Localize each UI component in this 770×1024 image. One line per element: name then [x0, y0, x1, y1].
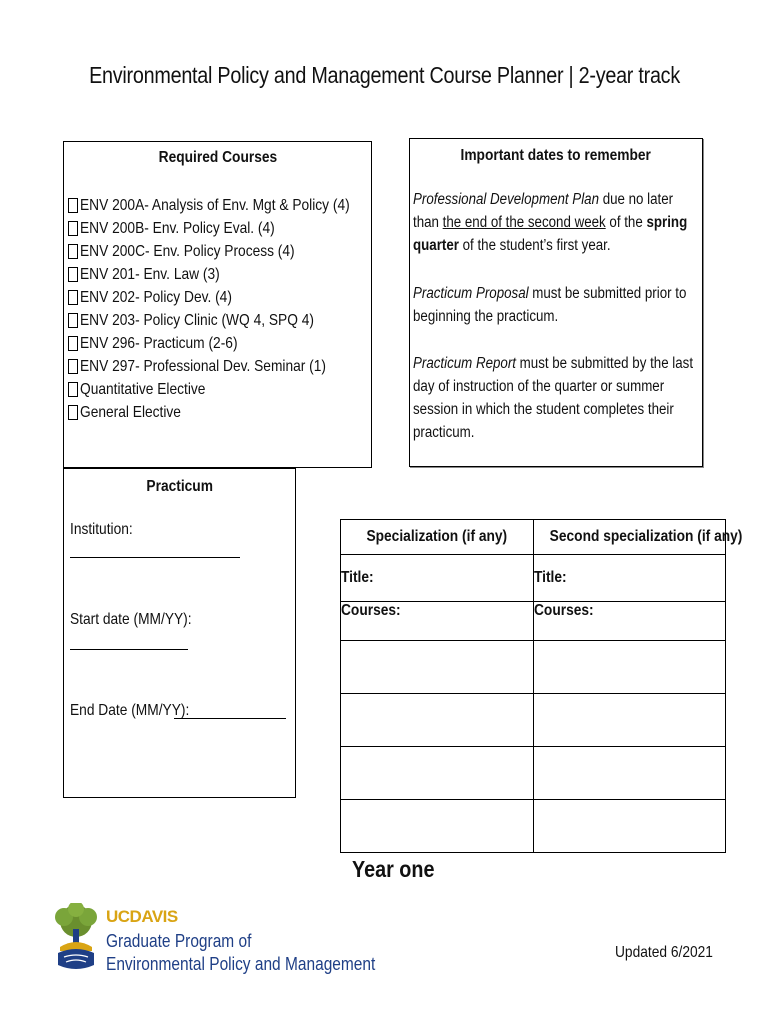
practicum-heading: Practicum	[146, 478, 213, 495]
proposal-note: Practicum Proposal must be submitted prior to beginning the practicum.	[413, 285, 687, 325]
important-dates-box	[409, 138, 703, 467]
course-cell[interactable]	[533, 641, 726, 694]
specialization-courses-cell[interactable]: Courses:	[341, 602, 534, 641]
institution-field[interactable]	[70, 557, 240, 558]
course-cell[interactable]	[533, 800, 726, 853]
checkbox[interactable]	[68, 313, 78, 328]
ucdavis-logo	[52, 903, 376, 983]
required-courses-box	[63, 141, 372, 468]
logo-brand: UCDAVIS	[106, 907, 178, 926]
second-specialization-title-cell[interactable]: Title:	[533, 555, 726, 602]
practicum-box	[63, 468, 296, 798]
course-cell[interactable]	[341, 800, 534, 853]
course-item[interactable]: ENV 202- Policy Dev. (4)	[68, 286, 394, 309]
start-date-field[interactable]	[70, 649, 188, 650]
course-item[interactable]: ENV 296- Practicum (2-6)	[68, 332, 394, 355]
checkbox[interactable]	[68, 290, 78, 305]
required-courses-list	[68, 194, 394, 424]
year-label: Year one	[352, 856, 435, 882]
checkbox[interactable]	[68, 359, 78, 374]
course-item[interactable]: ENV 203- Policy Clinic (WQ 4, SPQ 4)	[68, 309, 394, 332]
start-date-label: Start date (MM/YY):	[70, 611, 192, 628]
course-cell[interactable]	[533, 747, 726, 800]
course-item[interactable]: General Elective	[68, 401, 394, 424]
second-specialization-header: Second specialization (if any)	[533, 520, 726, 555]
course-item[interactable]: ENV 200A- Analysis of Env. Mgt & Policy (4)	[68, 194, 394, 217]
second-specialization-courses-cell[interactable]: Courses:	[533, 602, 726, 641]
checkbox[interactable]	[68, 405, 78, 420]
specialization-table	[340, 519, 742, 853]
course-item[interactable]: Quantitative Elective	[68, 378, 394, 401]
required-courses-heading: Required Courses	[158, 149, 277, 166]
report-note: Practicum Report must be submitted by the last day of instruction of the quarter or summer session in which the student completes their practicum.	[413, 355, 694, 441]
plan-note: Professional Development Plan due no later than the end of the second week of the spring quarter of the student’s first year.	[413, 191, 688, 254]
checkbox[interactable]	[68, 382, 78, 397]
checkbox[interactable]	[68, 336, 78, 351]
course-cell[interactable]	[533, 694, 726, 747]
logo-line-2: Environmental Policy and Management	[106, 954, 376, 974]
important-dates-heading: Important dates to remember	[460, 147, 652, 164]
tree-icon	[52, 903, 100, 973]
checkbox[interactable]	[68, 267, 78, 282]
course-cell[interactable]	[341, 694, 534, 747]
course-item[interactable]: ENV 297- Professional Dev. Seminar (1)	[68, 355, 394, 378]
page-title: Environmental Policy and Management Course Planner | 2-year track	[89, 62, 681, 88]
specialization-title-cell[interactable]: Title:	[341, 555, 534, 602]
course-item[interactable]: ENV 200B- Env. Policy Eval. (4)	[68, 217, 394, 240]
course-cell[interactable]	[341, 641, 534, 694]
institution-label: Institution:	[70, 521, 133, 538]
end-date-field[interactable]	[174, 718, 286, 719]
checkbox[interactable]	[68, 221, 78, 236]
specialization-header: Specialization (if any)	[341, 520, 534, 555]
end-date-label: End Date (MM/YY):	[70, 702, 190, 719]
checkbox[interactable]	[68, 244, 78, 259]
updated-date: Updated 6/2021	[615, 944, 713, 961]
checkbox[interactable]	[68, 198, 78, 213]
course-item[interactable]: ENV 201- Env. Law (3)	[68, 263, 394, 286]
course-cell[interactable]	[341, 747, 534, 800]
course-item[interactable]: ENV 200C- Env. Policy Process (4)	[68, 240, 394, 263]
logo-line-1: Graduate Program of	[106, 931, 252, 951]
